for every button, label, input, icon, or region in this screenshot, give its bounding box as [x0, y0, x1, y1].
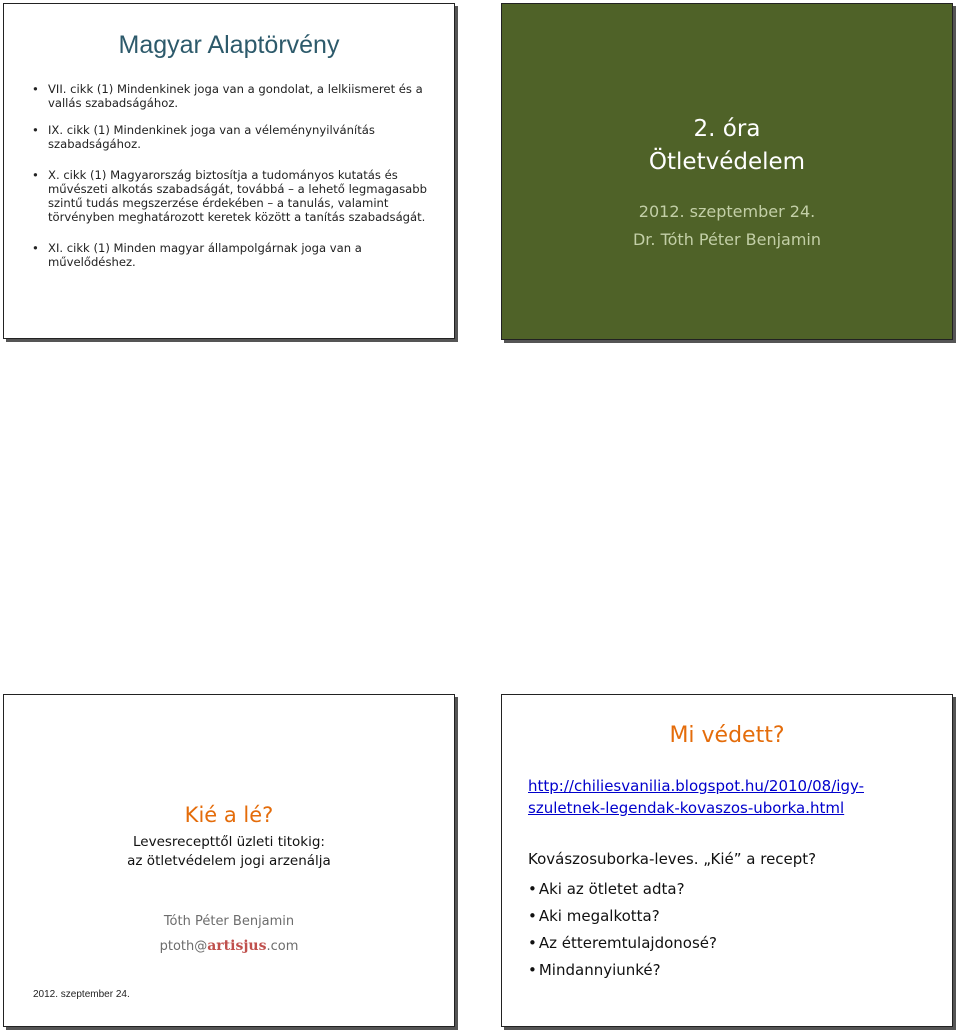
- lecture-author: Dr. Tóth Péter Benjamin: [632, 230, 822, 249]
- slide-title: Kié a lé?: [184, 803, 274, 827]
- lecture-date: 2012. szeptember 24.: [638, 202, 816, 221]
- slide-title: Magyar Alaptörvény: [118, 31, 340, 59]
- subtitle-line-2: az ötletvédelem jogi arzenálja: [127, 853, 331, 869]
- list-item: • Az étteremtulajdonosé?: [528, 930, 717, 957]
- list-item: • Aki megalkotta?: [528, 903, 717, 930]
- lecture-number: 2. óra: [693, 116, 761, 142]
- slide-alaptorveny: [3, 3, 455, 339]
- list-item: • Mindannyiunké?: [528, 957, 717, 984]
- blog-link[interactable]: http://chiliesvanilia.blogspot.hu/2010/08/igy-szuletnek-legendak-kovaszos-uborka.html: [528, 777, 864, 817]
- slide-kie-a-le: [3, 694, 455, 1027]
- subtitle-line-1: Levesrecepttől üzleti titokig:: [133, 834, 325, 850]
- bullet-list: [528, 876, 717, 984]
- list-item: • Aki az ötletet adta?: [528, 876, 717, 903]
- email-brand: artisjus: [207, 938, 267, 954]
- slide-mi-vedett: [501, 694, 953, 1027]
- footer-date: 2012. szeptember 24.: [33, 989, 130, 1000]
- list-item: • XI. cikk (1) Minden magyar állampolgárnak joga van a művelődéshez.: [32, 241, 442, 269]
- list-item: • X. cikk (1) Magyarország biztosítja a tudományos kutatás és művészeti alkotás szabadságát, továbbá – a lehető legmagasabb szintű tudás megszerzése érdekében – a tanulás, valamint törvényben meghatározott keretek között a tanítás szabadságát.: [32, 168, 442, 224]
- bullet-list: [32, 82, 442, 286]
- email-prefix: ptoth@: [159, 939, 208, 954]
- email-suffix: .com: [266, 939, 299, 954]
- lecture-title: Ötletvédelem: [648, 149, 806, 175]
- author-name: Tóth Péter Benjamin: [163, 914, 295, 929]
- slide-title: Mi védett?: [669, 723, 785, 748]
- author-email: [4, 938, 454, 954]
- list-item: • VII. cikk (1) Mindenkinek joga van a gondolat, a lelkiismeret és a vallás szabadságához.: [32, 82, 442, 110]
- question-text: Kovászosuborka-leves. „Kié” a recept?: [528, 850, 817, 868]
- list-item: • IX. cikk (1) Mindenkinek joga van a véleménynyilvánítás szabadságához.: [32, 123, 442, 151]
- slide-title-card: [501, 3, 953, 340]
